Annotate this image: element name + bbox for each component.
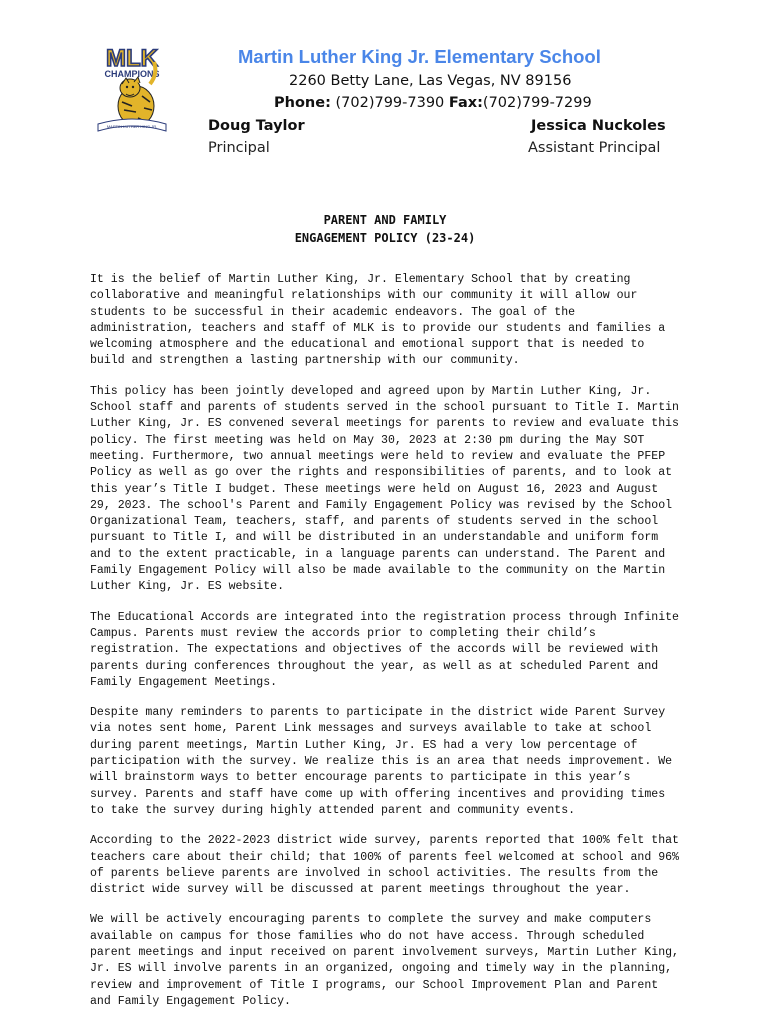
logo-ribbon (98, 119, 166, 131)
paragraph-survey-results: According to the 2022-2023 district wide survey, parents reported that 100% felt that teachers care about their child; that 100% of parents feel welcomed at school and 96% of parents believe parents are involved in school activities. The results from the district wide survey will be discussed at parent meetings throughout the year. (90, 834, 679, 897)
logo-ribbon-text: MARTIN LUTHER KING JR. (106, 124, 158, 129)
contact-line (274, 95, 592, 111)
paragraph-parent-involvement: We will be actively encouraging parents to complete the survey and make computers available on campus for those families who do not have access. Through scheduled parent meetings and input received on parent involvement surveys, Martin Luther King, Jr. ES will involve parents in an organized, ongoing and timely way in the planning, review and improvement of Title I programs, our School Improvement Plan and Parent and Family Engagement Policy. (90, 913, 679, 1008)
fax-number: (702)799-7299 (482, 95, 592, 111)
school-address: 2260 Betty Lane, Las Vegas, NV 89156 (289, 73, 572, 89)
principal-title: Principal (208, 140, 270, 156)
assistant-principal-name: Jessica Nuckoles (531, 118, 666, 134)
fax-label: Fax: (448, 95, 483, 111)
paragraph-survey-participation: Despite many reminders to parents to participate in the district wide Parent Survey via notes sent home, Parent Link messages and surveys available to take at school during parent meetings, Martin Luther King, Jr. ES had a very low percentage of participation with the survey. We realize this is an area that needs improvement. We will brainstorm ways to better encourage parents to participate in this year’s survey. Parents and staff have come up with offering incentives and providing times to take the survey during highly attended parent and community events. (90, 706, 673, 817)
logo-champions-text: CHAMPIONS (104, 69, 160, 79)
title-line-1: PARENT AND FAMILY (323, 213, 447, 227)
document-title (0, 211, 770, 247)
school-name: Martin Luther King Jr. Elementary School (238, 46, 601, 67)
phone-number: (702)799-7390 (330, 95, 449, 111)
phone-label: Phone: (274, 95, 331, 111)
paragraph-educational-accords: The Educational Accords are integrated into the registration process through Infinite Campus. Parents must review the accords prior to completing their child’s registration. The expectations and objectives of the accords will be reviewed with parents during conferences throughout the year, as well as at scheduled Parent and Family Engagement Meetings. (90, 610, 679, 689)
principal-name: Doug Taylor (208, 118, 305, 134)
assistant-principal-title: Assistant Principal (528, 140, 661, 156)
logo-mlk-text: MLK (106, 45, 158, 72)
paragraph-policy-development: This policy has been jointly developed and agreed upon by Martin Luther King, Jr. School staff and parents of students served in the school pursuant to Title I. Martin Luther King, Jr. ES convened several meetings for parents to review and evaluate this policy. The first meeting was held on May 30, 2023 at 2:30 pm during the May SOT meeting. Furthermore, two annual meetings were held to review and evaluate the PFEP Policy as well as go over the rights and responsibilities of parents, and to look at this year’s Title I budget. These meetings were held on August 16, 2023 and August 29, 2023. The school's Parent and Family Engagement Policy was revised by the School Organizational Team, teachers, staff, and parents of students served in the school pursuant to Title I, and will be distributed in an understandable and uniform form and to the extent practicable, in a language parents can understand. The Parent and Family Engagement Policy will also be made available to the community on the Martin Luther King, Jr. ES website. (90, 384, 679, 594)
paragraph-intro: It is the belief of Martin Luther King, Jr. Elementary School that by creating collaborative and meaningful relationships with our community it will allow our students to be successful in their academic endeavors. The goal of the administration, teachers and staff of MLK is to provide our students and families a welcoming atmosphere and the educational and emotional support that is needed to build and strengthen a lasting partnership with our community. (90, 273, 666, 368)
school-logo (92, 44, 172, 136)
title-line-2: ENGAGEMENT POLICY (23-24) (294, 231, 476, 245)
policy-body (90, 272, 682, 1024)
